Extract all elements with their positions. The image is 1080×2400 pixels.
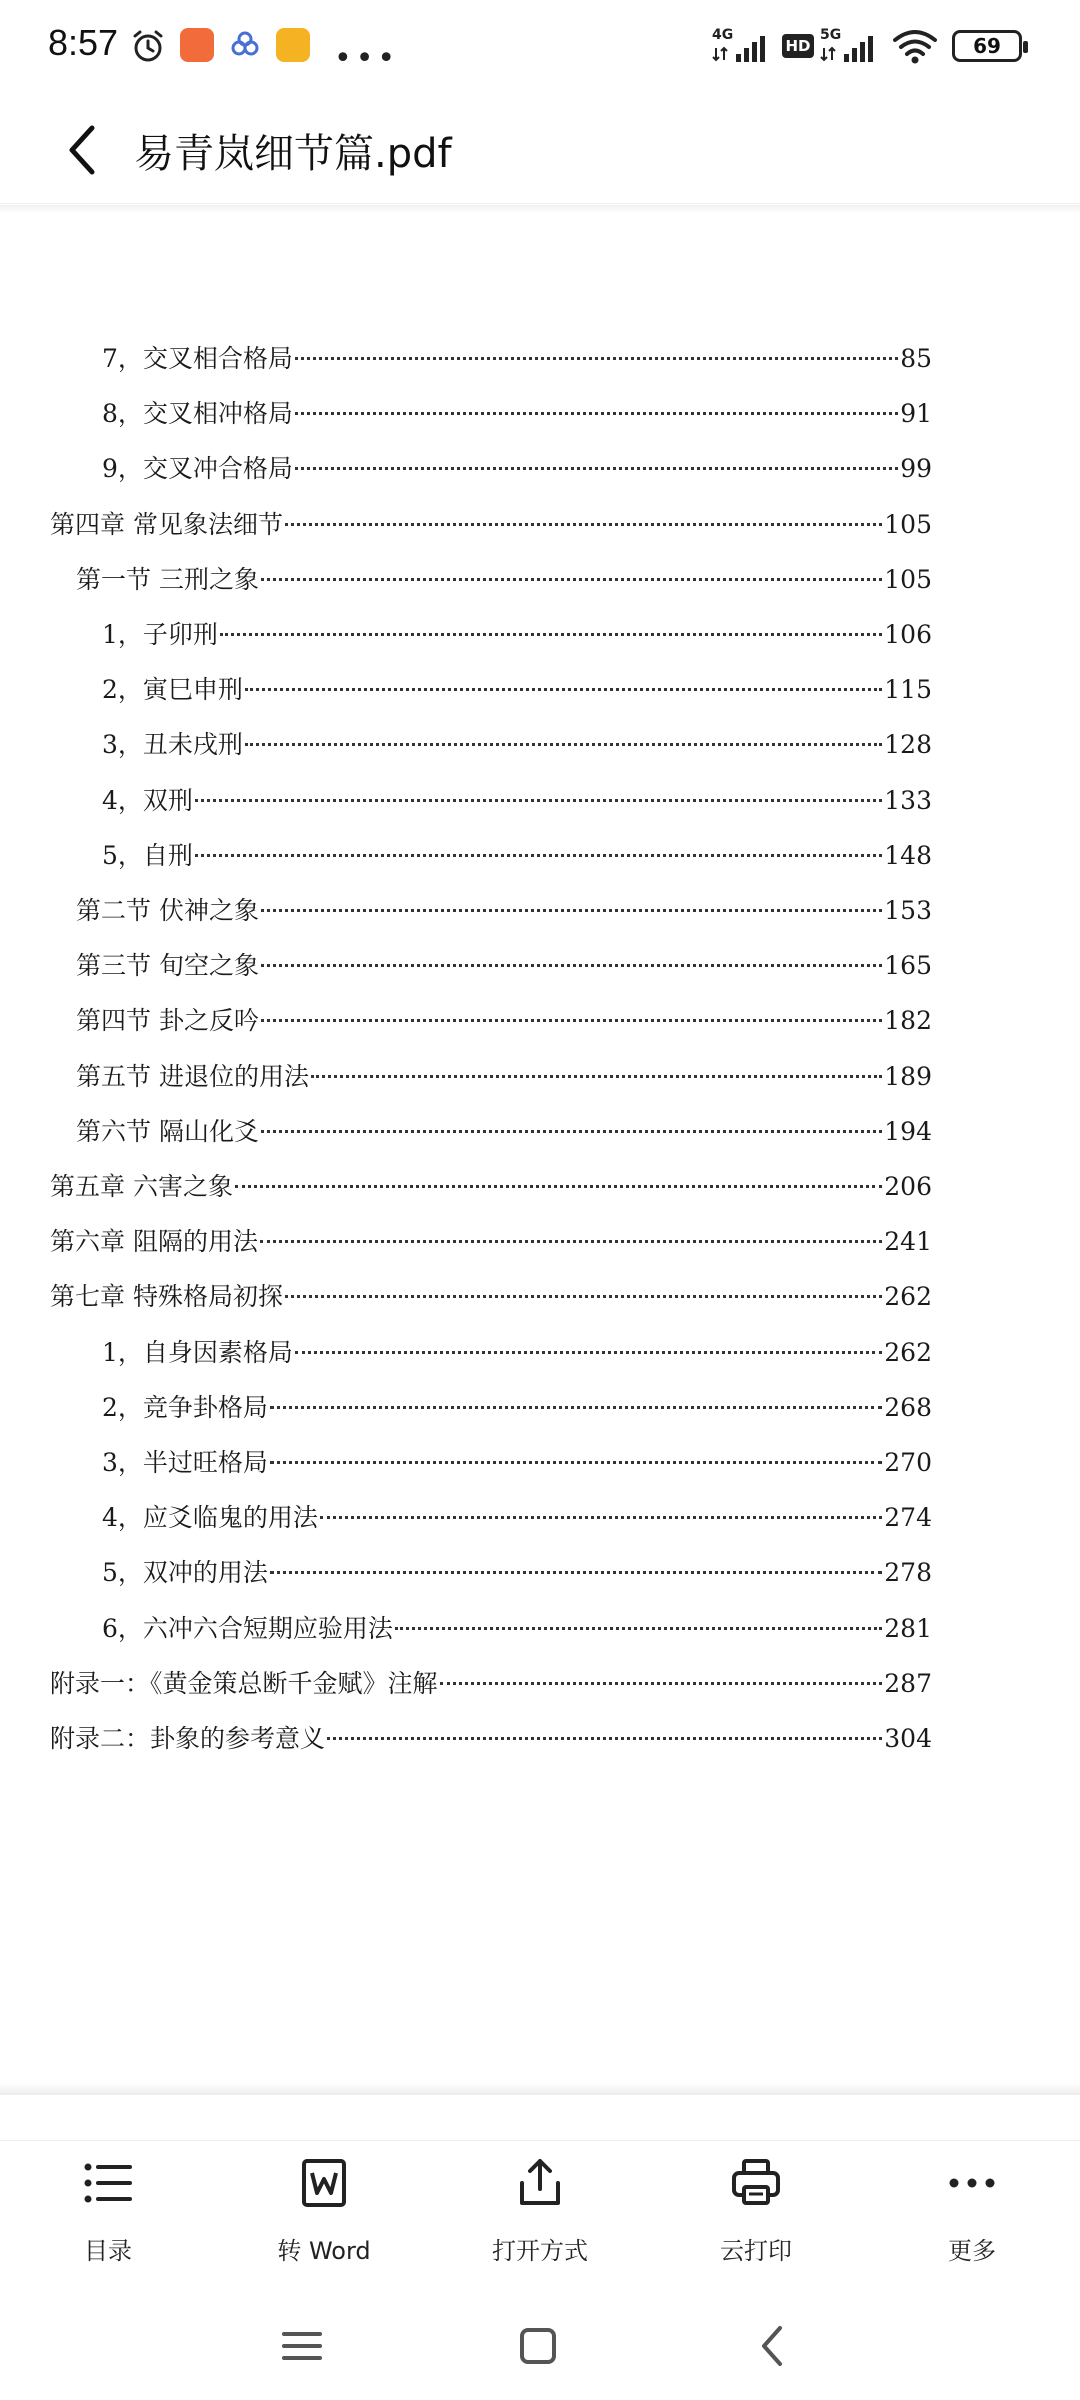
toc-entry-page: 106 <box>884 620 932 649</box>
toc-leader-dots <box>195 774 882 802</box>
menu-nav-icon[interactable] <box>274 2318 330 2374</box>
toc-entry-page: 206 <box>884 1172 932 1201</box>
page-bottom-edge <box>0 2083 1080 2095</box>
toc-entry-title: 5，双冲的用法 <box>102 1558 268 1587</box>
toc-entry-page: 281 <box>884 1614 932 1643</box>
toc-entry-page: 268 <box>884 1393 932 1422</box>
toc-entry[interactable] <box>50 1222 932 1262</box>
more-notifications-icon: ••• <box>334 41 400 76</box>
more-dots-icon <box>942 2153 1002 2213</box>
signal-5g-icon <box>820 26 882 66</box>
toc-entry[interactable] <box>102 394 932 434</box>
toc-entry[interactable] <box>102 836 932 876</box>
link-notification-icon <box>228 28 262 62</box>
toc-leader-dots <box>261 884 882 912</box>
toc-leader-dots <box>295 442 898 470</box>
toc-entry-page: 115 <box>884 675 932 704</box>
list-icon <box>78 2153 138 2213</box>
toc-entry-title: 第二节 伏神之象 <box>76 896 259 925</box>
toc-entry-title: 5，自刑 <box>102 841 193 870</box>
toc-entry-title: 3，半过旺格局 <box>102 1448 268 1477</box>
toc-entry[interactable] <box>102 1553 932 1593</box>
toc-entry-page: 262 <box>884 1338 932 1367</box>
toc-entry-title: 第五节 进退位的用法 <box>76 1062 309 1091</box>
more-button-label: 更多 <box>948 2237 996 2265</box>
toc-entry[interactable] <box>102 1443 932 1483</box>
toc-leader-dots <box>270 1436 882 1464</box>
toc-entry[interactable] <box>50 1719 932 1759</box>
toc-leader-dots <box>261 1105 882 1133</box>
toc-entry[interactable] <box>76 1112 932 1152</box>
back-nav-icon[interactable] <box>746 2318 802 2374</box>
open-with-button[interactable] <box>450 2153 630 2283</box>
toc-entry[interactable] <box>102 725 932 765</box>
toc-leader-dots <box>195 829 882 857</box>
signal-4g-label: 4G <box>712 27 734 43</box>
signal-4g-icon <box>712 26 774 66</box>
toc-entry[interactable] <box>76 1057 932 1097</box>
toc-entry-title: 4，应爻临鬼的用法 <box>102 1503 318 1532</box>
wifi-icon <box>892 26 938 66</box>
toc-entry-title: 第四节 卦之反吟 <box>76 1006 259 1035</box>
toc-entry[interactable] <box>102 1609 932 1649</box>
toc-entry-title: 1，子卯刑 <box>102 620 218 649</box>
toc-entry-page: 91 <box>900 399 932 428</box>
toc-leader-dots <box>295 387 898 415</box>
toc-entry-page: 153 <box>884 896 932 925</box>
toc-entry[interactable] <box>50 505 932 545</box>
toc-leader-dots <box>320 1491 882 1519</box>
toc-leader-dots <box>261 939 882 967</box>
bottom-toolbar <box>0 2140 1080 2290</box>
battery-icon: 69 <box>952 30 1022 62</box>
toc-leader-dots <box>261 553 882 581</box>
toc-entry-page: 99 <box>900 454 932 483</box>
toc-leader-dots <box>311 1050 882 1078</box>
toc-button[interactable] <box>18 2153 198 2283</box>
system-navigation-bar <box>0 2290 1080 2400</box>
back-button[interactable] <box>54 118 114 182</box>
toc-entry[interactable] <box>102 781 932 821</box>
status-time: 8:57 <box>48 22 119 63</box>
status-bar <box>0 0 1080 96</box>
toc-entry-page: 274 <box>884 1503 932 1532</box>
toc-entry[interactable] <box>76 891 932 931</box>
toc-leader-dots <box>440 1657 883 1685</box>
cloud-print-label: 云打印 <box>720 2237 792 2265</box>
home-nav-icon[interactable] <box>510 2318 566 2374</box>
toc-leader-dots <box>395 1602 882 1630</box>
toc-button-label: 目录 <box>84 2237 132 2265</box>
hd-voice-icon: HD <box>782 34 814 58</box>
toc-entry[interactable] <box>76 946 932 986</box>
printer-icon <box>726 2153 786 2213</box>
toc-entry-page: 148 <box>884 841 932 870</box>
notes-notification-icon <box>276 28 310 62</box>
more-button[interactable] <box>882 2153 1062 2283</box>
toc-entry[interactable] <box>102 1333 932 1373</box>
toc-entry[interactable] <box>102 615 932 655</box>
toc-entry[interactable] <box>76 560 932 600</box>
toc-entry[interactable] <box>102 449 932 489</box>
convert-word-label: 转 Word <box>277 2237 371 2265</box>
toc-entry-title: 7，交叉相合格局 <box>102 344 293 373</box>
cloud-print-button[interactable] <box>666 2153 846 2283</box>
toc-entry-page: 105 <box>884 565 932 594</box>
toc-leader-dots <box>261 994 882 1022</box>
toc-entry-title: 9，交叉冲合格局 <box>102 454 293 483</box>
toc-entry-title: 2，寅巳申刑 <box>102 675 243 704</box>
share-icon <box>510 2153 570 2213</box>
document-title: 易青岚细节篇.pdf <box>134 131 452 177</box>
toc-entry[interactable] <box>102 1388 932 1428</box>
toc-leader-dots <box>285 1270 882 1298</box>
toc-entry-page: 262 <box>884 1282 932 1311</box>
open-with-label: 打开方式 <box>492 2237 588 2265</box>
toc-entry-title: 2，竞争卦格局 <box>102 1393 268 1422</box>
toc-entry-page: 128 <box>884 730 932 759</box>
toc-entry-title: 4，双刑 <box>102 786 193 815</box>
app-header <box>0 96 1080 204</box>
toc-entry[interactable] <box>50 1664 932 1704</box>
toc-leader-dots <box>245 663 882 691</box>
toc-entry[interactable] <box>76 1001 932 1041</box>
word-doc-icon <box>294 2153 354 2213</box>
toc-entry-page: 182 <box>884 1006 932 1035</box>
toc-entry-page: 270 <box>884 1448 932 1477</box>
toc-entry-page: 85 <box>900 344 932 373</box>
pdf-page-viewport[interactable] <box>0 205 1080 2095</box>
toc-entry-title: 第三节 旬空之象 <box>76 951 259 980</box>
signal-5g-label: 5G <box>820 27 842 43</box>
toc-entry-title: 附录二：卦象的参考意义 <box>50 1724 326 1753</box>
toc-entry[interactable] <box>102 339 932 379</box>
toc-entry-page: 165 <box>884 951 932 980</box>
toc-entry-title: 3，丑未戌刑 <box>102 730 243 759</box>
toc-entry[interactable] <box>102 670 932 710</box>
toc-entry-page: 133 <box>884 786 932 815</box>
toc-entry-page: 241 <box>884 1227 932 1256</box>
toc-entry-title: 第六节 隔山化爻 <box>76 1117 259 1146</box>
toc-entry-title: 附录一：《黄金策总断千金赋》注解 <box>50 1669 438 1698</box>
toc-leader-dots <box>220 608 882 636</box>
toc-leader-dots <box>260 1215 882 1243</box>
toc-entry[interactable] <box>50 1167 932 1207</box>
toc-entry-title: 第四章 常见象法细节 <box>50 510 283 539</box>
back-arrow-icon <box>72 128 92 172</box>
convert-word-button[interactable] <box>234 2153 414 2283</box>
toc-entry-title: 6，六冲六合短期应验用法 <box>102 1614 393 1643</box>
toc-entry-title: 第五章 六害之象 <box>50 1172 233 1201</box>
toc-leader-dots <box>295 332 898 360</box>
toc-leader-dots <box>245 718 882 746</box>
toc-leader-dots <box>235 1160 882 1188</box>
toc-leader-dots <box>270 1381 882 1409</box>
toc-entry-title: 第六章 阻隔的用法 <box>50 1227 258 1256</box>
toc-entry-page: 189 <box>884 1062 932 1091</box>
toc-entry-title: 第七章 特殊格局初探 <box>50 1282 283 1311</box>
toc-leader-dots <box>270 1546 882 1574</box>
toc-entry[interactable] <box>50 1277 932 1317</box>
toc-leader-dots <box>295 1326 882 1354</box>
toc-entry-page: 105 <box>884 510 932 539</box>
toc-entry-title: 第一节 三刑之象 <box>76 565 259 594</box>
toc-entry-page: 278 <box>884 1558 932 1587</box>
alarm-clock-icon <box>130 28 166 64</box>
page-top-edge <box>0 205 1080 213</box>
toc-entry-title: 8，交叉相冲格局 <box>102 399 293 428</box>
toc-entry-page: 194 <box>884 1117 932 1146</box>
toc-entry-page: 287 <box>884 1669 932 1698</box>
toc-entry-title: 1，自身因素格局 <box>102 1338 293 1367</box>
toc-leader-dots <box>327 1712 882 1740</box>
toc-entry-page: 304 <box>884 1724 932 1753</box>
app-notification-icon <box>180 28 214 62</box>
toc-entry[interactable] <box>102 1498 932 1538</box>
toc-leader-dots <box>285 498 882 526</box>
